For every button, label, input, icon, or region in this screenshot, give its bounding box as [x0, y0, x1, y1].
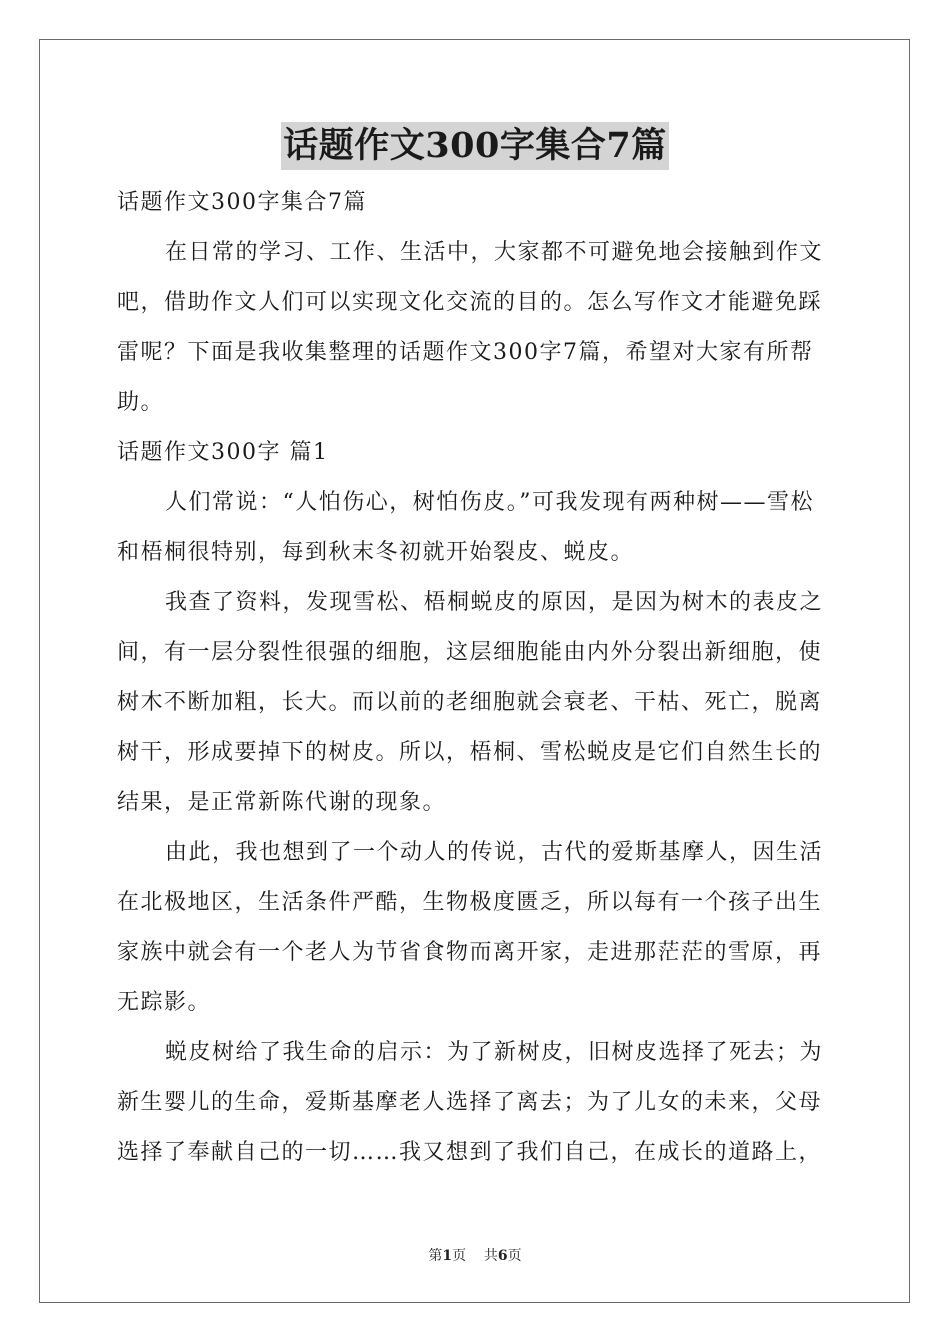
total-prefix: 共: [483, 1248, 498, 1264]
page-footer: [0, 1245, 950, 1265]
paragraph: 在日常的学习、工作、生活中，大家都不可避免地会接触到作文吧，借助作文人们可以实现文化交流的目的。怎么写作文才能避免踩雷呢？下面是我收集整理的话题作文300字7篇，希望对大家有所帮助。: [117, 240, 824, 415]
page-suffix: 页: [452, 1248, 467, 1264]
paragraph: 我查了资料，发现雪松、梧桐蜕皮的原因，是因为树木的表皮之间，有一层分裂性很强的细胞，这层细胞能由内外分裂出新细胞，使树木不断加粗，长大。而以前的老细胞就会衰老、干枯、死亡，脱离树干，形成要掉下的树皮。所以，梧桐、雪松蜕皮是它们自然生长的结果，是正常新陈代谢的现象。: [117, 590, 824, 815]
paragraph: 人们常说：“人怕伤心，树怕伤皮。”可我发现有两种树——雪松和梧桐很特别，每到秋末冬初就开始裂皮、蜕皮。: [117, 490, 814, 565]
document-title: 话题作文300字集合7篇: [281, 122, 668, 170]
title-container: [0, 122, 950, 170]
total-pages: 6: [497, 1248, 508, 1264]
page-prefix: 第: [428, 1248, 443, 1264]
document-subtitle: 话题作文300字集合7篇: [117, 190, 367, 215]
page-number: 1: [442, 1248, 453, 1264]
total-suffix: 页: [507, 1248, 522, 1264]
paragraph: 由此，我也想到了一个动人的传说，古代的爱斯基摩人，因生活在北极地区，生活条件严酷，生物极度匮乏，所以每有一个孩子出生家族中就会有一个老人为节省食物而离开家，走进那茫茫的雪原，再无踪影。: [117, 840, 824, 1015]
paragraph: 蜕皮树给了我生命的启示：为了新树皮，旧树皮选择了死去；为新生婴儿的生命，爱斯基摩老人选择了离去；为了儿女的未来，父母选择了奉献自己的一切……我又想到了我们自己，在成长的道路上，: [117, 1040, 824, 1165]
document-body: [117, 178, 833, 1178]
paragraph: 话题作文300字 篇1: [117, 440, 329, 465]
